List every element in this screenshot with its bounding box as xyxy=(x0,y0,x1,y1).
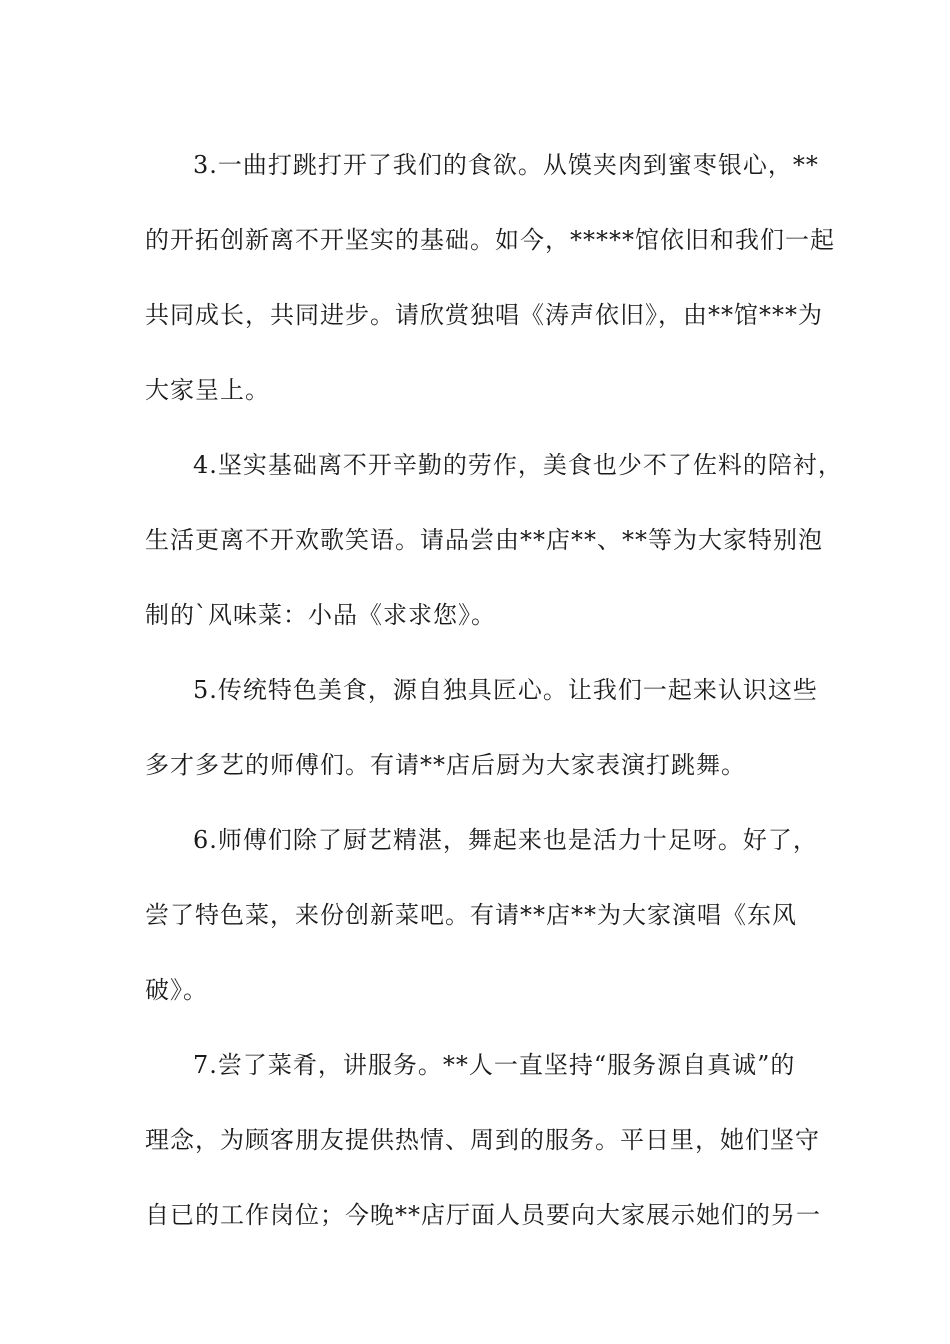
paragraph-6 xyxy=(145,803,817,1028)
paragraph-5 xyxy=(145,653,817,803)
paragraph-3 xyxy=(145,128,835,428)
paragraph-line: 生活更离不开欢歌笑语。请品尝由**店**、**等为大家特别泡 xyxy=(145,526,823,554)
paragraph-line: 的开拓创新离不开坚实的基础。如今，*****馆依旧和我们一起 xyxy=(145,226,835,254)
paragraph-line: 3.一曲打跳打开了我们的食欲。从馍夹肉到蜜枣银心，** xyxy=(193,151,819,179)
paragraph-line: 6.师傅们除了厨艺精湛，舞起来也是活力十足呀。好了， xyxy=(193,826,818,854)
paragraph-line: 破》。 xyxy=(145,976,208,1004)
paragraph-line: 理念，为顾客朋友提供热情、周到的服务。平日里，她们坚守 xyxy=(145,1126,820,1154)
paragraph-line: 5.传统特色美食，源自独具匠心。让我们一起来认识这些 xyxy=(193,676,818,704)
paragraph-4 xyxy=(145,428,843,653)
paragraph-line: 尝了特色菜，来份创新菜吧。有请**店**为大家演唱《东风 xyxy=(145,901,797,929)
paragraph-line: 自已的工作岗位；今晚**店厅面人员要向大家展示她们的另一 xyxy=(145,1201,821,1229)
paragraph-line: 共同成长，共同进步。请欣赏独唱《涛声依旧》，由**馆***为 xyxy=(145,301,823,329)
document-body xyxy=(145,128,843,1253)
paragraph-line: 7.尝了菜肴，讲服务。**人一直坚持“服务源自真诚”的 xyxy=(193,1051,796,1079)
paragraph-line: 大家呈上。 xyxy=(145,376,270,404)
paragraph-7 xyxy=(145,1028,821,1253)
paragraph-line: 4.坚实基础离不开辛勤的劳作，美食也少不了佐料的陪衬， xyxy=(193,451,843,479)
paragraph-line: 制的`风味菜：小品《求求您》。 xyxy=(145,601,496,629)
paragraph-line: 多才多艺的师傅们。有请**店后厨为大家表演打跳舞。 xyxy=(145,751,746,779)
